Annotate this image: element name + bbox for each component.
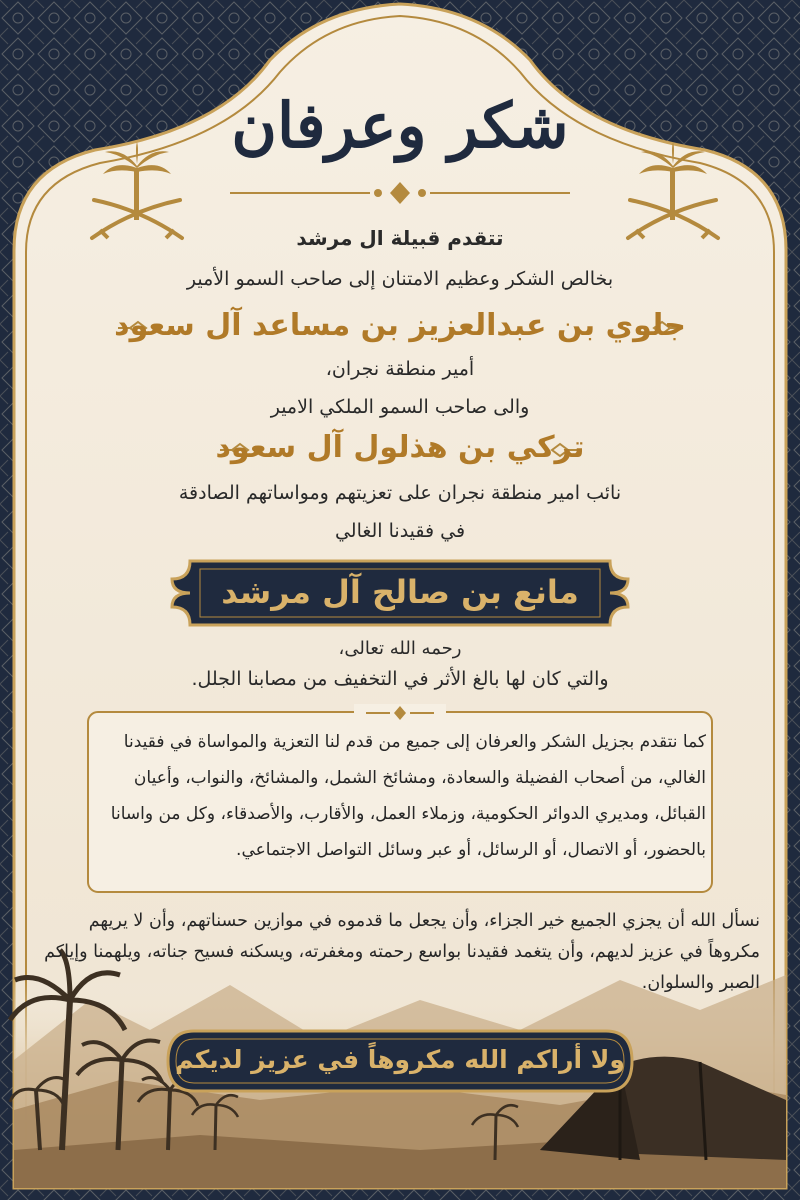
deceased-name: مانع بن صالح آل مرشد xyxy=(221,573,579,611)
calligraphy-title: شكر وعرفان xyxy=(231,89,569,162)
prince1-connector: والى صاحب السمو الملكي الامير xyxy=(270,396,530,418)
ornament-divider-icon xyxy=(230,180,570,206)
prince2-line2: في فقيدنا الغالي xyxy=(334,520,466,542)
prince1-name: جلوي بن عبدالعزيز بن مساعد آل سعود xyxy=(114,308,686,343)
intro-thanks-line: بخالص الشكر وعظيم الامتنان إلى صاحب السمو الأمير xyxy=(186,268,614,290)
deceased-mercy-line: رحمه الله تعالى، xyxy=(338,638,462,659)
closing-text: ولا أراكم الله مكروهاً في عزيز لديكم xyxy=(175,1045,625,1074)
intro-tribe-line: تتقدم قبيلة ال مرشد xyxy=(296,226,504,250)
thanks-box-text: كما نتقدم بجزيل الشكر والعرفان إلى جميع من قدم لنا التعزية والمواساة في فقيدنا الغالي، من أصحاب الفضيلة والسعادة، ومشائخ الشمل، والمشائخ، والنواب، وأعيان القبائل، ومديري الدوائر الحكومية، وزملاء العمل، والأقارب، والأصدقاء، وكل من واسانا بالحضور، أو الاتصال، أو الرسائل، أو عبر وسائل التواصل الاجتماعي. xyxy=(110,732,706,860)
prince2-name: تركي بن هذلول آل سعود xyxy=(215,430,585,465)
prince2-title: نائب امير منطقة نجران على تعزيتهم ومواساتهم الصادقة xyxy=(178,482,622,504)
deceased-impact-line: والتي كان لها بالغ الأثر في التخفيف من مصابنا الجلل. xyxy=(191,668,609,690)
prayer-text: نسأل الله أن يجزي الجميع خير الجزاء، وأن يجعل ما قدموه في موازين حسناتهم، وأن لا يريهم مكروهاً في عزيز لديهم، وأن يتغمد فقيدنا بواسع رحمته ومغفرته، ويسكنه فسيح جناته، ويلهمنا وإياكم الصبر والسلوان. xyxy=(44,911,760,993)
prince1-title: أمير منطقة نجران، xyxy=(325,358,475,380)
